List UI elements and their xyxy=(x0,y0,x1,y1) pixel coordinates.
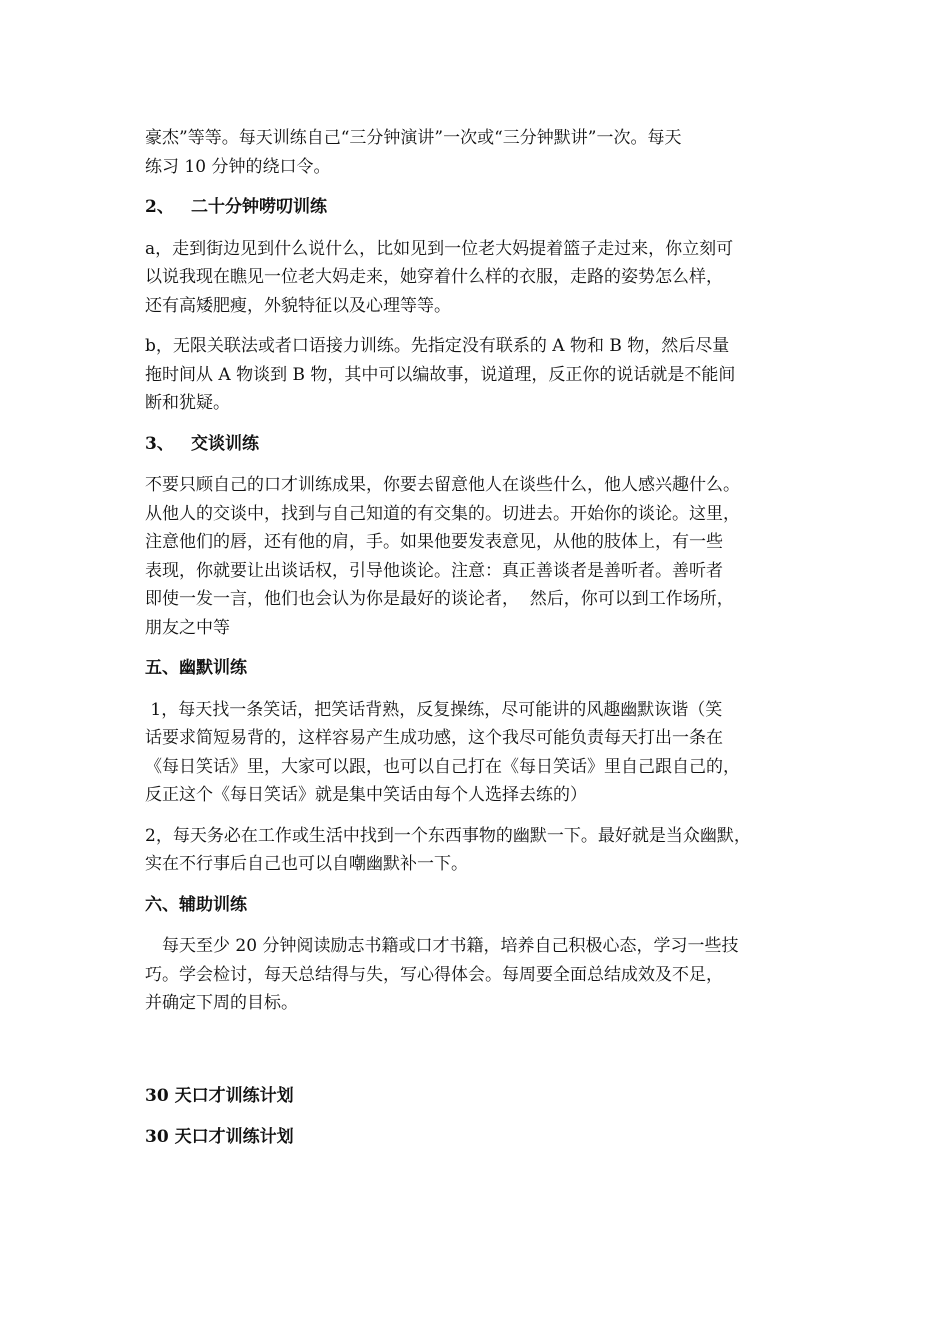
section-5-heading: 五、幽默训练 xyxy=(145,658,247,678)
text-line: 《每日笑话》里，大家可以跟，也可以自己打在《每日笑话》里自己跟自己的， xyxy=(145,756,740,777)
text-line: b，无限关联法或者口语接力训练。先指定没有联系的 A 物和 B 物，然后尽量 xyxy=(145,336,730,356)
blank-space xyxy=(145,1030,820,1082)
text-line: 断和犹疑。 xyxy=(145,393,230,413)
section-2-heading xyxy=(145,193,820,222)
text-line: 话要求简短易背的，这样容易产生成功感，这个我尽可能负责每天打出一条在 xyxy=(145,728,723,748)
text-line: 实在不行事后自己也可以自嘲幽默补一下。 xyxy=(145,854,468,874)
section-number: 2、 xyxy=(145,197,174,217)
text-line: 即使一发一言，他们也会认为你是最好的谈论者， 然后，你可以到工作场所， xyxy=(145,589,734,609)
text-line: 不要只顾自己的口才训练成果，你要去留意他人在谈些什么，他人感兴趣什么。 xyxy=(145,475,740,495)
text-line: 2，每天务必在工作或生活中找到一个东西事物的幽默一下。最好就是当众幽默， xyxy=(145,825,751,846)
section-number: 3、 xyxy=(145,433,174,454)
text-line: 反正这个《每日笑话》就是集中笑话由每个人选择去练的） xyxy=(145,785,587,805)
plan-title: 30 天口才训练计划 xyxy=(145,1127,294,1147)
section-3-heading xyxy=(145,430,820,459)
section-title: 二十分钟唠叨训练 xyxy=(191,197,327,217)
plan-title: 30 天口才训练计划 xyxy=(145,1085,294,1106)
section-3-paragraph xyxy=(145,471,820,642)
text-line: 并确定下周的目标。 xyxy=(145,993,298,1013)
section-5-paragraph-2 xyxy=(145,822,820,879)
text-line: 拖时间从 A 物谈到 B 物，其中可以编故事，说道理，反正你的说话就是不能间 xyxy=(145,364,736,385)
section-6-paragraph xyxy=(145,932,820,1018)
text-line: a，走到街边见到什么说什么，比如见到一位老大妈提着篮子走过来，你立刻可 xyxy=(145,238,734,259)
section-title: 交谈训练 xyxy=(191,433,259,454)
text-line: 从他人的交谈中，找到与自己知道的有交集的。切进去。开始你的谈论。这里， xyxy=(145,503,740,524)
text-line: 以说我现在瞧见一位老大妈走来，她穿着什么样的衣服，走路的姿势怎么样， xyxy=(145,267,723,287)
text-line: 巧。学会检讨，每天总结得与失，写心得体会。每周要全面总结成效及不足， xyxy=(145,964,723,985)
text-line: 表现，你就要让出谈话权，引导他谈论。注意：真正善谈者是善听者。善听者 xyxy=(145,560,723,581)
document-body xyxy=(145,124,820,1165)
section-2-paragraph-b xyxy=(145,332,820,418)
text-line: 练习 10 分钟的绕口令。 xyxy=(145,156,331,177)
text-line: 豪杰”等等。每天训练自己“三分钟演讲”一次或“三分钟默讲”一次。每天 xyxy=(145,128,682,148)
section-2-paragraph-a xyxy=(145,235,820,321)
intro-paragraph xyxy=(145,124,820,181)
section-6-heading: 六、辅助训练 xyxy=(145,894,247,915)
section-5-paragraph-1 xyxy=(145,696,820,810)
text-line: 还有高矮肥瘦，外貌特征以及心理等等。 xyxy=(145,295,451,316)
text-line: 注意他们的唇，还有他的肩，手。如果他要发表意见，从他的肢体上，有一些 xyxy=(145,532,723,552)
text-line: 每天至少 20 分钟阅读励志书籍或口才书籍，培养自己积极心态，学习一些技 xyxy=(145,936,739,956)
text-line: 1，每天找一条笑话，把笑话背熟，反复操练，尽可能讲的风趣幽默诙谐（笑 xyxy=(145,699,723,720)
text-line: 朋友之中等 xyxy=(145,617,230,638)
